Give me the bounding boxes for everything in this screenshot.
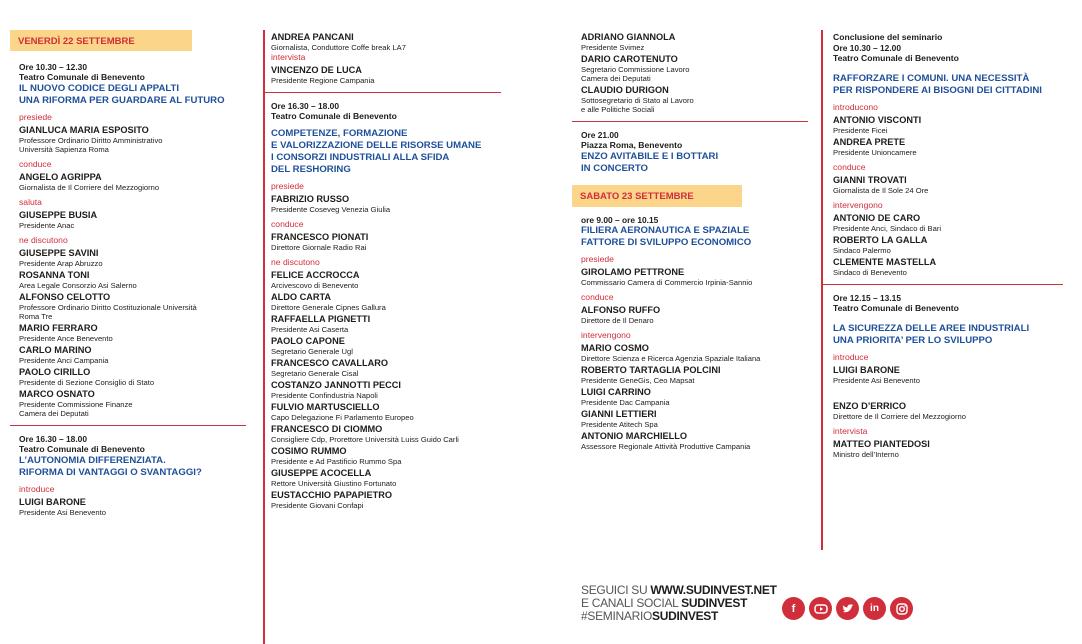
role-label: intervista [271, 52, 306, 62]
session-title: COMPETENZE, FORMAZIONE [271, 128, 408, 139]
role-label: conduce [271, 219, 304, 229]
role-label: presiede [19, 112, 52, 122]
speaker-desc: Commissario Camera di Commercio Irpinia-Sannio [581, 278, 753, 287]
speaker-name: ENZO D’ERRICO [833, 401, 906, 411]
speaker-name: ROSANNA TONI [19, 270, 90, 280]
speaker-desc: Presidente GeneGis, Ceo Mapsat [581, 376, 695, 385]
role-label: conduce [833, 162, 866, 172]
hashtag-prefix: #SEMINARIO [581, 609, 653, 623]
speaker-name: FULVIO MARTUSCIELLO [271, 402, 380, 412]
session-time: Ore 10.30 – 12.00 [833, 43, 901, 53]
column-2 [263, 30, 513, 644]
speaker-name: ANGELO AGRIPPA [19, 172, 102, 182]
speaker-desc: Professore Ordinario Diritto Amministrativo [19, 136, 163, 145]
twitter-icon[interactable] [836, 597, 859, 620]
speaker-desc: Arcivescovo di Benevento [271, 281, 359, 290]
speaker-name: GIUSEPPE ACOCELLA [271, 468, 372, 478]
divider [823, 284, 1063, 285]
role-label: intervengono [581, 330, 631, 340]
speaker-name: MATTEO PIANTEDOSI [833, 439, 930, 449]
role-label: conduce [581, 292, 614, 302]
speaker-desc: Presidente Commissione Finanze [19, 400, 133, 409]
speaker-desc: Giornalista de Il Sole 24 Ore [833, 186, 929, 195]
speaker-name: GIANLUCA MARIA ESPOSITO [19, 125, 149, 135]
session-pre: Conclusione del seminario [833, 32, 943, 42]
session-venue: Teatro Comunale di Benevento [19, 72, 145, 82]
column-1 [0, 62, 252, 517]
website-link[interactable]: WWW.SUDINVEST.NET [650, 583, 777, 597]
linkedin-icon[interactable]: in [863, 597, 886, 620]
speaker-name: ANTONIO VISCONTI [833, 115, 922, 125]
speaker-desc: Assessore Regionale Attività Produttive Campania [581, 442, 751, 451]
speaker-name: LUIGI CARRINO [581, 387, 651, 397]
role-label: intervista [833, 426, 868, 436]
divider [265, 92, 501, 93]
panelist-list [833, 213, 1071, 277]
speaker-name: EUSTACCHIO PAPAPIETRO [271, 490, 392, 500]
facebook-icon[interactable]: f [782, 597, 805, 620]
role-label: ne discutono [271, 257, 320, 267]
speaker-desc: Presidente Regione Campania [271, 76, 375, 85]
speaker-desc: Segretario Generale Ugl [271, 347, 353, 356]
speaker-name: MARCO OSNATO [19, 389, 95, 399]
youtube-icon[interactable] [809, 597, 832, 620]
speaker-name: LUIGI BARONE [19, 497, 86, 507]
role-label: introduce [19, 484, 55, 494]
speaker-desc: Sindaco Palermo [833, 246, 891, 255]
speaker-name: COSIMO RUMMO [271, 446, 347, 456]
speaker-name: ANDREA PRETE [833, 137, 906, 147]
speaker-desc: Presidente Unioncamere [833, 148, 917, 157]
speaker-desc: Ministro dell’Interno [833, 450, 899, 459]
speaker-desc: Presidente Ance Benevento [19, 334, 113, 343]
session-title: E VALORIZZAZIONE DELLE RISORSE UMANE [271, 140, 482, 151]
speaker-name: FRANCESCO CAVALLARO [271, 358, 389, 368]
session-title: DEL RESHORING [271, 164, 351, 175]
speaker-name: ADRIANO GIANNOLA [581, 32, 676, 42]
footer-text: E CANALI SOCIAL [581, 596, 682, 610]
panelist-list [271, 270, 513, 510]
speaker-desc: Presidente Atitech Spa [581, 420, 658, 429]
speaker-name: PAOLO CAPONE [271, 336, 345, 346]
session-title: I CONSORZI INDUSTRIALI ALLA SFIDA [271, 152, 450, 163]
day-badge-saturday: SABATO 23 SETTEMBRE [572, 185, 742, 207]
speaker-desc: Consigliere Cdp, Prorettore Università Luiss Guido Carli [271, 435, 459, 444]
speaker-desc: Giornalista, Conduttore Coffe break LA7 [271, 43, 406, 52]
speaker-name: FRANCESCO PIONATI [271, 232, 369, 242]
speaker-name: VINCENZO DE LUCA [271, 65, 362, 75]
speaker-name: ROBERTO TARTAGLIA POLCINI [581, 365, 721, 375]
speaker-desc: Direttore Generale Cipnes Gallura [271, 303, 386, 312]
role-label: presiede [581, 254, 614, 264]
speaker-name: ANDREA PANCANI [271, 32, 354, 42]
speaker-name: MARIO FERRARO [19, 323, 98, 333]
follow-us [581, 584, 781, 623]
session-title: ENZO AVITABILE E I BOTTARI [581, 151, 719, 162]
speaker-desc: Capo Delegazione Fi Parlamento Europeo [271, 413, 414, 422]
panelist-list [581, 343, 816, 451]
speaker-name: DARIO CAROTENUTO [581, 54, 678, 64]
speaker-name: FABRIZIO RUSSO [271, 194, 350, 204]
column-3 [572, 30, 816, 451]
speaker-desc: Camera dei Deputati [581, 74, 651, 83]
panelist-list [19, 248, 252, 418]
session-title: RIFORMA DI VANTAGGI O SVANTAGGI? [19, 467, 202, 478]
speaker-name: GIROLAMO PETTRONE [581, 267, 685, 277]
speaker-desc: Presidente Asi Benevento [19, 508, 106, 517]
session-time: Ore 16.30 – 18.00 [19, 434, 87, 444]
speaker-desc: Presidente Giovani Confapi [271, 501, 364, 510]
speaker-desc: Giornalista de Il Corriere del Mezzogiorno [19, 183, 160, 192]
speaker-desc: Presidente Svimez [581, 43, 645, 52]
role-label: ne discutono [19, 235, 68, 245]
session-title: UNA RIFORMA PER GUARDARE AL FUTURO [19, 95, 225, 106]
speaker-desc: Area Legale Consorzio Asi Salerno [19, 281, 137, 290]
role-label: introduce [833, 352, 869, 362]
role-label: intervengono [833, 200, 883, 210]
speaker-desc: Università Sapienza Roma [19, 145, 109, 154]
speaker-desc: e alle Politiche Sociali [581, 105, 655, 114]
speaker-desc: Rettore Università Giustino Fortunato [271, 479, 397, 488]
hashtag-suffix: SUDINVEST [652, 609, 719, 623]
footer-text: SEGUICI SU [581, 583, 651, 597]
session-venue: Teatro Comunale di Benevento [833, 303, 959, 313]
speaker-name: GIANNI LETTIERI [581, 409, 657, 419]
speaker-desc: Direttore de Il Corriere del Mezzogiorno [833, 412, 966, 421]
role-label: saluta [19, 197, 42, 207]
speaker-desc: Presidente Coseveg Venezia Giulia [271, 205, 391, 214]
session-title: PER RISPONDERE AI BISOGNI DEI CITTADINI [833, 85, 1042, 96]
speaker-name: CLEMENTE MASTELLA [833, 257, 937, 267]
session-time: Ore 16.30 – 18.00 [271, 101, 339, 111]
speaker-name: GIANNI TROVATI [833, 175, 907, 185]
speaker-name: PAOLO CIRILLO [19, 367, 91, 377]
speaker-desc: Direttore Giornale Radio Rai [271, 243, 367, 252]
session-time: Ore 12.15 – 13.15 [833, 293, 901, 303]
speaker-desc: Presidente di Sezione Consiglio di Stato [19, 378, 155, 387]
speaker-name: COSTANZO JANNOTTI PECCI [271, 380, 401, 390]
speaker-desc: Presidente Dac Campania [581, 398, 670, 407]
speaker-name: ALFONSO RUFFO [581, 305, 661, 315]
speaker-desc: Segretario Commissione Lavoro [581, 65, 690, 74]
speaker-name: FRANCESCO DI CIOMMO [271, 424, 383, 434]
instagram-icon[interactable] [890, 597, 913, 620]
speaker-desc: Roma Tre [19, 312, 53, 321]
social-handle: SUDINVEST [681, 596, 748, 610]
session-venue: Teatro Comunale di Benevento [19, 444, 145, 454]
session-time: ore 9.00 – ore 10.15 [581, 215, 659, 225]
speaker-desc: Presidente e Ad Pastificio Rummo Spa [271, 457, 402, 466]
speaker-name: ROBERTO LA GALLA [833, 235, 928, 245]
speaker-desc: Presidente Ficei [833, 126, 888, 135]
session-venue: Piazza Roma, Benevento [581, 140, 683, 150]
session-venue: Teatro Comunale di Benevento [271, 111, 397, 121]
speaker-name: ANTONIO MARCHIELLO [581, 431, 687, 441]
speaker-desc: Presidente Arap Abruzzo [19, 259, 103, 268]
session-title: FILIERA AERONAUTICA E SPAZIALE [581, 225, 750, 236]
speaker-desc: Presidente Asi Caserta [271, 325, 349, 334]
role-label: introducono [833, 102, 878, 112]
speaker-desc: Professore Ordinario Diritto Costituzionale Università [19, 303, 197, 312]
speaker-desc: Direttore Scienza e Ricerca Agenzia Spaziale Italiana [581, 354, 761, 363]
column-4 [821, 30, 1071, 550]
session-title: IN CONCERTO [581, 163, 648, 174]
speaker-name: GIUSEPPE BUSIA [19, 210, 98, 220]
role-label: conduce [19, 159, 52, 169]
role-label: presiede [271, 181, 304, 191]
speaker-name: CARLO MARINO [19, 345, 92, 355]
speaker-desc: Direttore de Il Denaro [581, 316, 654, 325]
speaker-name: CLAUDIO DURIGON [581, 85, 669, 95]
divider [10, 425, 246, 426]
session-title: L’AUTONOMIA DIFFERENZIATA. [19, 455, 166, 466]
divider [572, 121, 808, 122]
speaker-name: ANTONIO DE CARO [833, 213, 921, 223]
session-time: Ore 21.00 [581, 130, 619, 140]
speaker-desc: Presidente Anci Campania [19, 356, 109, 365]
speaker-name: FELICE ACCROCCA [271, 270, 360, 280]
day-badge-friday: VENERDÌ 22 SETTEMBRE [10, 30, 192, 51]
social-icons [782, 597, 913, 620]
session-title: IL NUOVO CODICE DEGLI APPALTI [19, 83, 180, 94]
speaker-desc: Presidente Asi Benevento [833, 376, 920, 385]
speaker-desc: Presidente Anac [19, 221, 75, 230]
speaker-desc: Sindaco di Benevento [833, 268, 907, 277]
speaker-name: RAFFAELLA PIGNETTI [271, 314, 371, 324]
speaker-desc: Presidente Confindustria Napoli [271, 391, 378, 400]
speaker-desc: Presidente Anci, Sindaco di Bari [833, 224, 942, 233]
speaker-name: ALDO CARTA [271, 292, 332, 302]
session-title: UNA PRIORITA’ PER LO SVILUPPO [833, 335, 993, 346]
session-title: LA SICUREZZA DELLE AREE INDUSTRIALI [833, 323, 1030, 334]
speaker-name: MARIO COSMO [581, 343, 649, 353]
session-venue: Teatro Comunale di Benevento [833, 53, 959, 63]
speaker-name: LUIGI BARONE [833, 365, 900, 375]
session-title: RAFFORZARE I COMUNI. UNA NECESSITÀ [833, 73, 1030, 84]
speaker-desc: Camera dei Deputati [19, 409, 89, 418]
speaker-desc: Sottosegretario di Stato al Lavoro [581, 96, 694, 105]
session-time: Ore 10.30 – 12.30 [19, 62, 87, 72]
session-title: FATTORE DI SVILUPPO ECONOMICO [581, 237, 752, 248]
speaker-name: GIUSEPPE SAVINI [19, 248, 99, 258]
speaker-desc: Segretario Generale Cisal [271, 369, 359, 378]
speaker-name: ALFONSO CELOTTO [19, 292, 111, 302]
